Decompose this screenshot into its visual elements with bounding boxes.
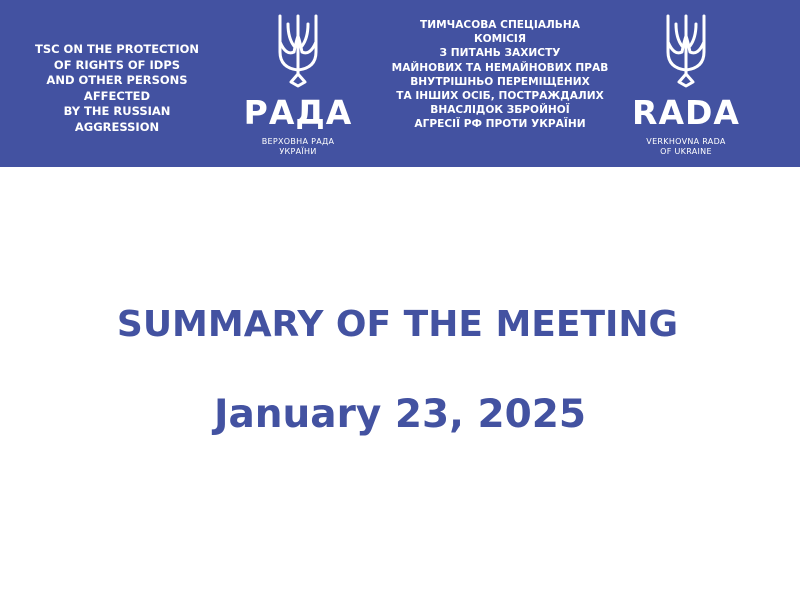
committee-name-en: TSC ON THE PROTECTION OF RIGHTS OF IDPS AND OTHER PERSONS AFFECTED BY THE RUSSIAN AGGRESSION	[34, 42, 200, 134]
logo-word-en: RADA	[632, 93, 740, 132]
logo-subtitle-en: VERKHOVNA RADA OF UKRAINE	[646, 137, 726, 156]
document-title: SUMMARY OF THE MEETING	[116, 304, 679, 345]
document-date: January 23, 2025	[213, 392, 587, 437]
logo-word-ua: РАДА	[243, 93, 353, 132]
committee-name-ua: ТИМЧАСОВА СПЕЦІАЛЬНА КОМІСІЯ З ПИТАНЬ ЗАХИСТУ МАЙНОВИХ ТА НЕМАЙНОВИХ ПРАВ ВНУТРІШНЬО ПЕРЕМІЩЕНИХ ТА ІНШИХ ОСІБ, ПОСТРАЖДАЛИХ ВНАСЛІДОК ЗБРОЙНОЇ АГРЕСІЇ РФ ПРОТИ УКРАЇНИ	[391, 19, 609, 131]
logo-subtitle-ua: ВЕРХОВНА РАДА УКРАЇНИ	[261, 137, 335, 156]
header-banner	[0, 0, 800, 167]
trident-icon	[660, 12, 712, 88]
trident-icon	[272, 12, 324, 88]
